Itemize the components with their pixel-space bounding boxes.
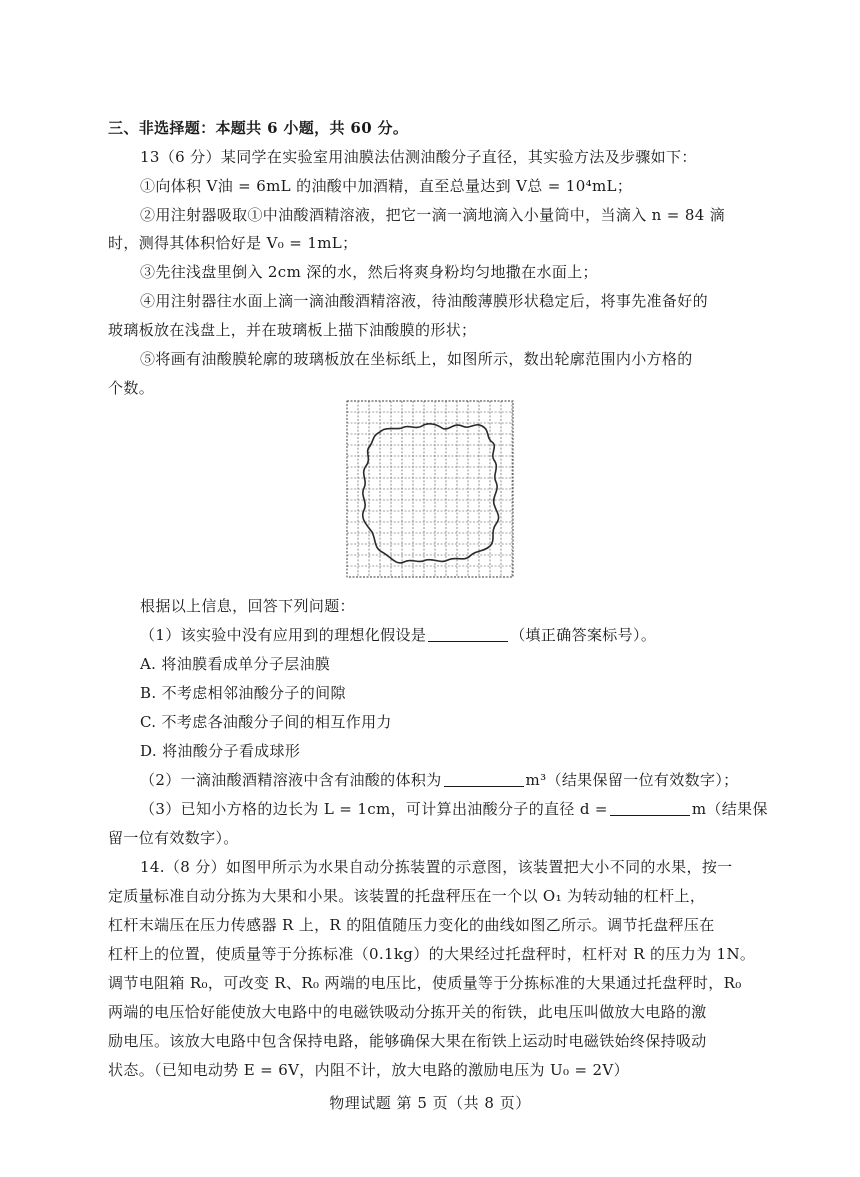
q14-line8: 状态。（已知电动势 E = 6V，内阻不计，放大电路的激励电压为 U₀ = 2V）: [108, 1061, 629, 1079]
answer-blank-3[interactable]: [610, 801, 690, 816]
option-c: C. 不考虑各油酸分子间的相互作用力: [140, 713, 392, 731]
q14-line1: 14.（8 分）如图甲所示为水果自动分拣装置的示意图，该装置把大小不同的水果，按一: [140, 858, 733, 876]
oil-film-grid-figure: [346, 400, 514, 578]
q13-sub1-text-end: （填正确答案标号）。: [510, 626, 657, 644]
q13-step5-line1: ⑤将画有油酸膜轮廓的玻璃板放在坐标纸上，如图所示，数出轮廓范围内小方格的: [140, 350, 693, 368]
q13-step4-line2: 玻璃板放在浅盘上，并在玻璃板上描下油酸膜的形状；: [108, 321, 477, 339]
q13-sub1-text: （1）该实验中没有应用到的理想化假设是: [140, 626, 427, 644]
q13-sub3-text: （3）已知小方格的边长为 L = 1cm，可计算出油酸分子的直径 d =: [140, 800, 608, 818]
q13-step2-line1: ②用注射器吸取①中油酸酒精溶液，把它一滴一滴地滴入小量筒中，当滴入 n = 84 滴: [140, 206, 726, 224]
q13-intro: 13（6 分）某同学在实验室用油膜法估测油酸分子直径，其实验方法及步骤如下：: [140, 148, 697, 166]
q13-step1: ①向体积 V油 = 6mL 的油酸中加酒精，直至总量达到 V总 = 10⁴mL；: [140, 177, 633, 195]
q14-line4: 杠杆上的位置，使质量等于分拣标准（0.1kg）的大果经过托盘秤时，杠杆对 R 的压力为 1N。: [108, 945, 756, 963]
q13-step2-line2: 时，测得其体积恰好是 V₀ = 1mL；: [108, 234, 358, 252]
answer-blank-1[interactable]: [428, 627, 508, 642]
q14-line2: 定质量标准自动分拣为大果和小果。该装置的托盘秤压在一个以 O₁ 为转动轴的杠杆上，: [108, 887, 706, 905]
q14-line6: 两端的电压恰好能使放大电路中的电磁铁吸动分拣开关的衔铁，此电压叫做放大电路的激: [108, 1003, 707, 1021]
option-d: D. 将油酸分子看成球形: [140, 742, 301, 760]
page-footer: 物理试题 第 5 页（共 8 页）: [329, 1094, 531, 1112]
q13-sub1: [140, 625, 753, 645]
answer-blank-2[interactable]: [444, 772, 524, 787]
q13-sub3-line2: 留一位有效数字）。: [108, 829, 239, 847]
q14-line7: 励电压。该放大电路中包含保持电路，能够确保大果在衔铁上运动时电磁铁始终保持吸动: [108, 1032, 707, 1050]
q13-step3: ③先往浅盘里倒入 2cm 深的水，然后将爽身粉均匀地撒在水面上；: [140, 263, 598, 281]
grid-paper: [347, 401, 513, 577]
q13-step4-line1: ④用注射器往水面上滴一滴油酸酒精溶液，待油酸薄膜形状稳定后，将事先准备好的: [140, 292, 708, 310]
q13-sub3-text-end: m（结果保: [691, 800, 768, 818]
q14-line3: 杠杆末端压在压力传感器 R 上，R 的阻值随压力变化的曲线如图乙所示。调节托盘秤压在: [108, 916, 715, 934]
q14-line5: 调节电阻箱 R₀，可改变 R、R₀ 两端的电压比，使质量等于分拣标准的大果通过托盘秤时，R₀: [108, 974, 742, 992]
q13-sub2-text: （2）一滴油酸酒精溶液中含有油酸的体积为: [140, 771, 442, 789]
q13-step5-line2: 个数。: [108, 379, 155, 397]
q13-lead: 根据以上信息，回答下列问题：: [140, 597, 355, 615]
section-heading: 三、非选择题：本题共 6 小题，共 60 分。: [108, 119, 409, 137]
q13-sub2-text-end: m³（结果保留一位有效数字）；: [525, 771, 739, 789]
oil-film-outline: [363, 424, 499, 563]
option-b: B. 不考虑相邻油酸分子的间隙: [140, 684, 346, 702]
q13-sub2: [140, 770, 753, 790]
option-a: A. 将油膜看成单分子层油膜: [140, 655, 331, 673]
q13-sub3: [140, 799, 768, 819]
